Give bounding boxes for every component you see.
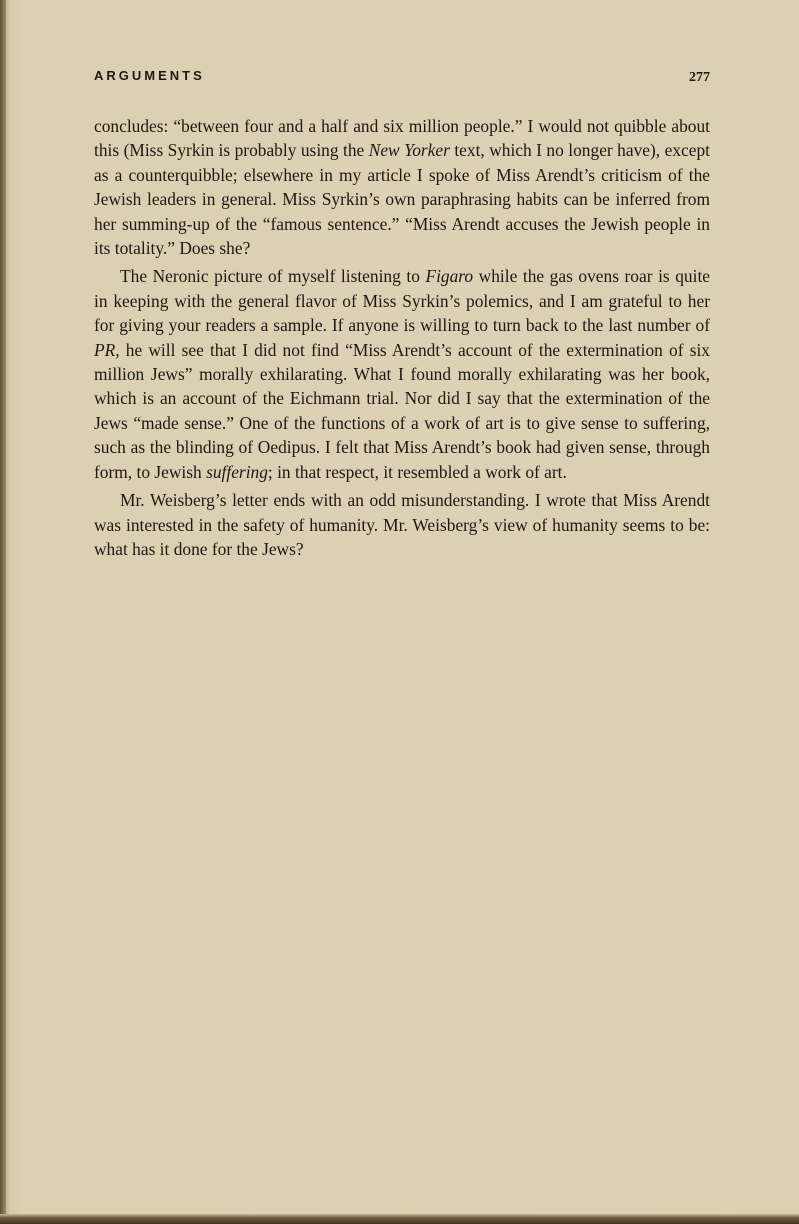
text-run: The Neronic picture of myself listening to — [120, 266, 426, 287]
paragraph — [94, 114, 710, 260]
text-run: text, which I no longer have), except as a counterquibble; elsewhere in my article I spoke of Miss Arendt’s criticism of the Jewish leaders in general. Miss Syrkin’s own paraphrasing habits can be inferred from her summing-up of the “famous sentence.” “Miss Arendt accuses the Jewish people in its totality.” Does she? — [94, 140, 710, 259]
text-run: concludes: “between four and a half and six million people.” I would not quibble about this (Miss Syrkin is probably using the — [94, 116, 710, 161]
text-run: while the gas ovens roar is quite in keeping with the general flavor of Miss Syrkin’s polemics, and I am grateful to her for giving your readers a sample. If anyone is willing to turn back to the last number of — [94, 266, 710, 336]
running-head — [94, 68, 710, 88]
paragraph — [94, 488, 710, 561]
italic-word: suffering — [206, 461, 268, 482]
italic-title: Figaro — [425, 266, 474, 287]
italic-title: New Yorker — [368, 140, 450, 161]
page-bottom-edge — [0, 1214, 799, 1224]
text-run: he will see that I did not find “Miss Arendt’s account of the extermination of six million Jews” morally exhilarating. What I found morally exhilarating was her book, which is an account of the Eichmann trial. Nor did I say that the extermination of the Jews “made sense.” One of the functions of a work of art is to give sense to suffering, such as the blinding of Oedipus. I felt that Miss Arendt’s book had given sense, through form, to Jewish — [94, 339, 710, 482]
section-title: ARGUMENTS — [94, 68, 205, 83]
text-run: ; in that respect, it resembled a work of art. — [267, 461, 567, 482]
paragraph — [94, 264, 710, 484]
italic-title: PR, — [94, 339, 120, 360]
article-text — [94, 114, 710, 561]
page-number: 277 — [689, 70, 710, 85]
text-run: Mr. Weisberg’s letter ends with an odd misunderstanding. I wrote that Miss Arendt was interested in the safety of humanity. Mr. Weisberg’s view of humanity seems to be: what has it done for the Jews? — [94, 490, 710, 559]
spine-shadow — [0, 0, 6, 1224]
